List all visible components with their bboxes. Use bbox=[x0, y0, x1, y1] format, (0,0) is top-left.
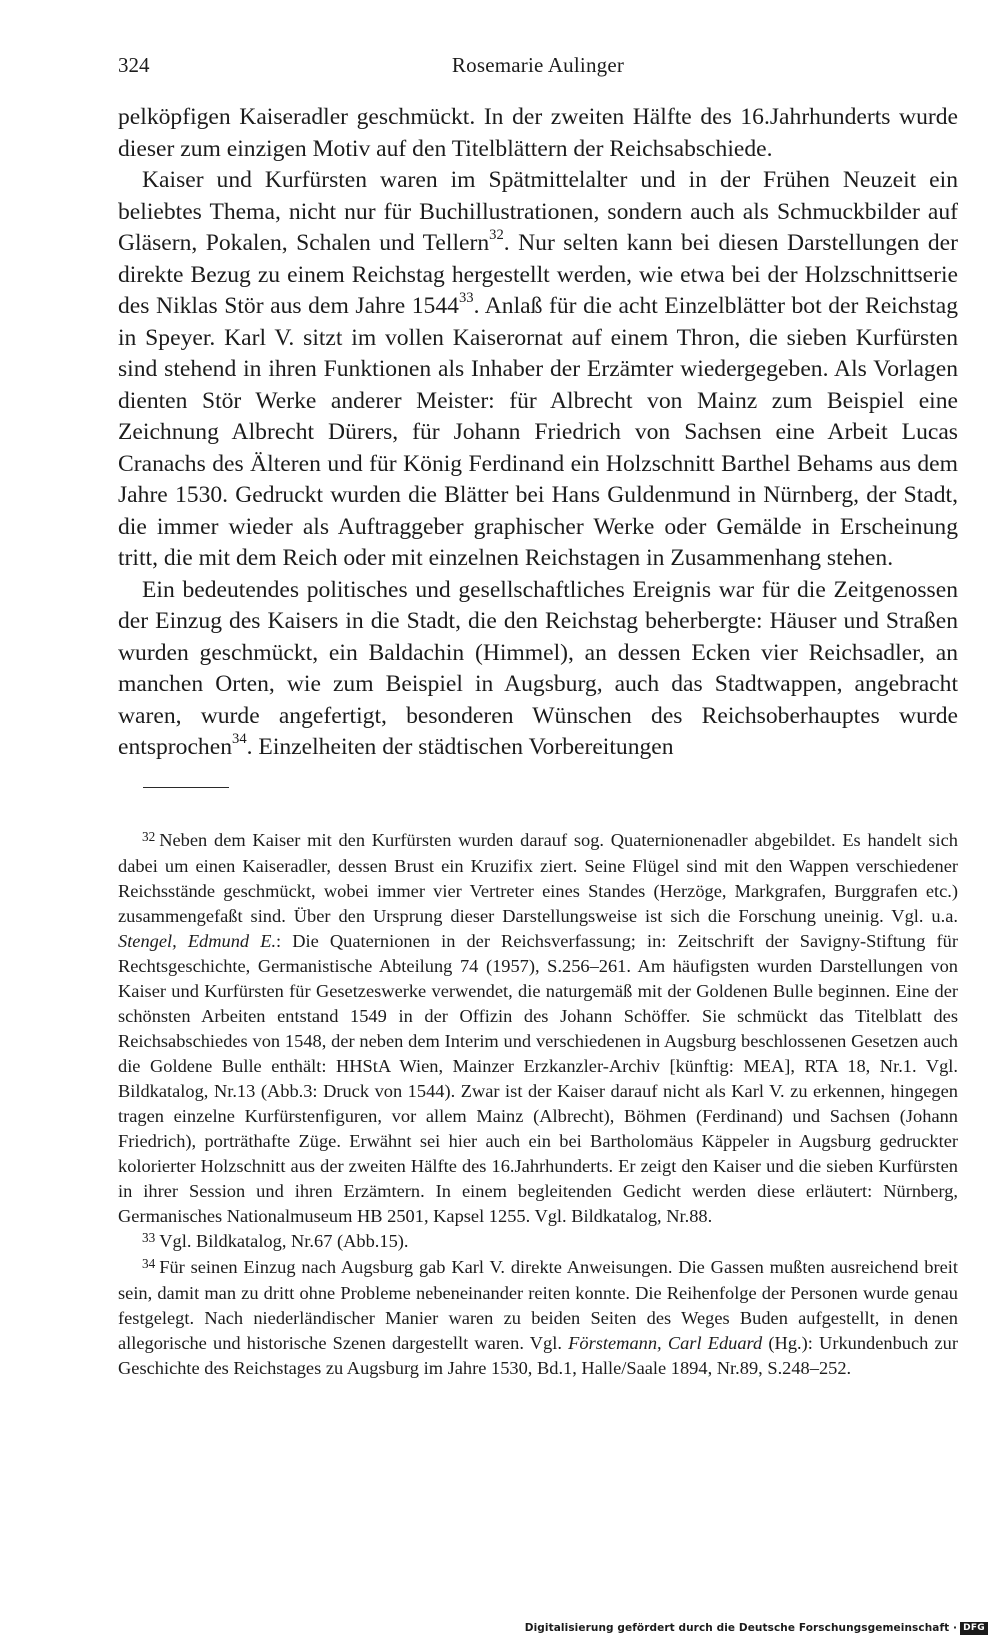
digitization-credit bbox=[525, 1620, 988, 1636]
footnote-ref-33[interactable]: 33 bbox=[458, 290, 474, 307]
cited-author: Stengel, Edmund E. bbox=[118, 931, 277, 951]
footnote-34: $^{34}$ Für seinen Einzug nach Augsburg gab Karl V. direkte Anweisungen. Die Gassen mußten ausreichend breit sein, damit man zu dritt ohne Probleme nebeneinander reiten konnte. Die Reihenfolge der Personen wurde genau festgelegt. Nach niederländischer Manier waren zu beiden Seiten des Weges Buden aufgestellt, in denen allegorische und historische Szenen dargestellt waren. Vgl. Förstemann, Carl Eduard (Hg.): Urkundenbuch zur Geschichte des Reichstages zu Augsburg im Jahre 1530, Bd.1, Halle/Saale 1894, Nr.89, S.248–252. bbox=[118, 1256, 958, 1378]
footnote-number: 33 bbox=[142, 1230, 156, 1246]
paragraph-1: pelköpfigen Kaiseradler geschmückt. In der zweiten Hälfte des 16.Jahrhunderts wurde dieser zum einzigen Motiv auf den Titelblättern der Reichsabschiede. bbox=[118, 104, 958, 162]
footnote-ref-34[interactable]: 34 bbox=[232, 731, 247, 748]
footnote-33: $^{33}$ Vgl. Bildkatalog, Nr.67 (Abb.15). bbox=[142, 1230, 409, 1251]
footnotes bbox=[118, 828, 958, 1381]
page-number: 324 bbox=[118, 53, 150, 77]
cited-author: Förstemann, Carl Eduard bbox=[568, 1333, 763, 1353]
main-text bbox=[118, 102, 958, 764]
footnote-ref-32[interactable]: 32 bbox=[489, 227, 504, 244]
credit-text: Digitalisierung gefördert durch die Deutsche Forschungsgemeinschaft · bbox=[524, 1622, 958, 1634]
paragraph-2: Kaiser und Kurfürsten waren im Spätmittelalter und in der Frühen Neuzeit ein beliebtes Thema, nicht nur für Buchillustrationen, sondern auch als Schmuckbilder auf Gläsern, Pokalen, Schalen und Tellern$^{32}$. Nur selten kann bei diesen Darstellungen der direkte Bezug zu einem Reichstag hergestellt werden, wie etwa bei der Holzschnittserie des Niklas Stör aus dem Jahre 1544$^{33}$. Anlaß für die acht Einzelblätter bot der Reichstag in Speyer. Karl V. sitzt im vollen Kaiserornat auf einem Thron, die sieben Kurfürsten sind stehend in ihren Funktionen als Inhaber der Erzämter wiedergegeben. Als Vorlagen dienten Stör Werke anderer Meister: für Albrecht von Mainz zum Beispiel eine Zeichnung Albrecht Dürers, für Johann Friedrich von Sachsen eine Arbeit Lucas Cranachs des Älteren und für König Ferdinand ein Holzschnitt Barthel Behams aus dem Jahre 1530. Gedruckt wurden die Blätter bei Hans Guldenmund in Nürnberg, der Stadt, die immer wieder als Auftraggeber graphischer Werke oder Gemälde in Erscheinung tritt, die mit dem Reich oder mit einzelnen Reichstagen in Zusammenhang stehen. bbox=[118, 167, 959, 571]
page-header bbox=[118, 50, 958, 80]
footnote-divider bbox=[143, 787, 229, 788]
dfg-logo-icon: DFG bbox=[960, 1622, 988, 1635]
footnote-number: 32 bbox=[142, 829, 156, 845]
running-title: Rosemarie Aulinger bbox=[451, 53, 625, 77]
footnote-number: 34 bbox=[142, 1256, 156, 1272]
footnote-32: $^{32}$ Neben dem Kaiser mit den Kurfürsten wurden darauf sog. Quaternionenadler abgebildet. Es handelt sich dabei um einen Kaiseradler, dessen Brust ein Kruzifix ziert. Seine Flügel sind mit den Wappen verschiedener Reichsstände geschmückt, wobei immer vier Vertreter eines Standes (Herzöge, Markgrafen, Burggrafen etc.) zusammengefaßt sind. Über den Ursprung dieser Darstellungsweise ist sich die Forschung uneinig. Vgl. u.a. Stengel, Edmund E.: Die Quaternionen in der Reichsverfassung; in: Zeitschrift der Savigny-Stiftung für Rechtsgeschichte, Germanistische Abteilung 74 (1957), S.256–261. Am häufigsten wurden Darstellungen von Kaiser und Kurfürsten für Gesetzeswerke verwendet, die naturgemäß mit der Goldenen Bulle beginnen. Eine der schönsten Arbeiten entstand 1549 in der Offizin des Johann Schöffer. Sie schmückt das Titelblatt des Reichsabschiedes von 1548, der neben dem Interim und verschiedenen in Augsburg beschlossenen Gesetzen auch die Goldene Bulle enthält: HHStA Wien, Mainzer Erzkanzler-Archiv [künftig: MEA], RTA 18, Nr.1. Vgl. Bildkatalog, Nr.13 (Abb.3: Druck von 1544). Zwar ist der Kaiser darauf nicht als Karl V. zu erkennen, hingegen tragen einzelne Kurfürstenfiguren, vor allem Mainz (Albrecht), Böhmen (Ferdinand) und Sachsen (Johann Friedrich), porträthafte Züge. Erwähnt sei hier auch ein bei Bartholomäus Käppeler in Augsburg gedruckter kolorierter Holzschnitt aus der zweiten Hälfte des 16.Jahrhunderts. Er zeigt den Kaiser und die sieben Kurfürsten in ihrer Session und ihren Erzämtern. In einem begleitenden Gedicht werden diese erläutert: Nürnberg, Germanisches Nationalmuseum HB 2501, Kapsel 1255. Vgl. Bildkatalog, Nr.88. bbox=[118, 829, 958, 1226]
paragraph-3: Ein bedeutendes politisches und gesellschaftliches Ereignis war für die Zeitgenossen der Einzug des Kaisers in die Stadt, die den Reichstag beherbergte: Häuser und Straßen wurden geschmückt, ein Baldachin (Himmel), an dessen Ecken vier Reichsadler, an manchen Orten, wie zum Beispiel in Augsburg, auch das Stadtwappen, angebracht waren, wurde angefertigt, besonderen Wünschen des Reichsoberhauptes wurde entsprochen$^{34}$. Einzelheiten der städtischen Vorbereitungen bbox=[118, 576, 958, 760]
